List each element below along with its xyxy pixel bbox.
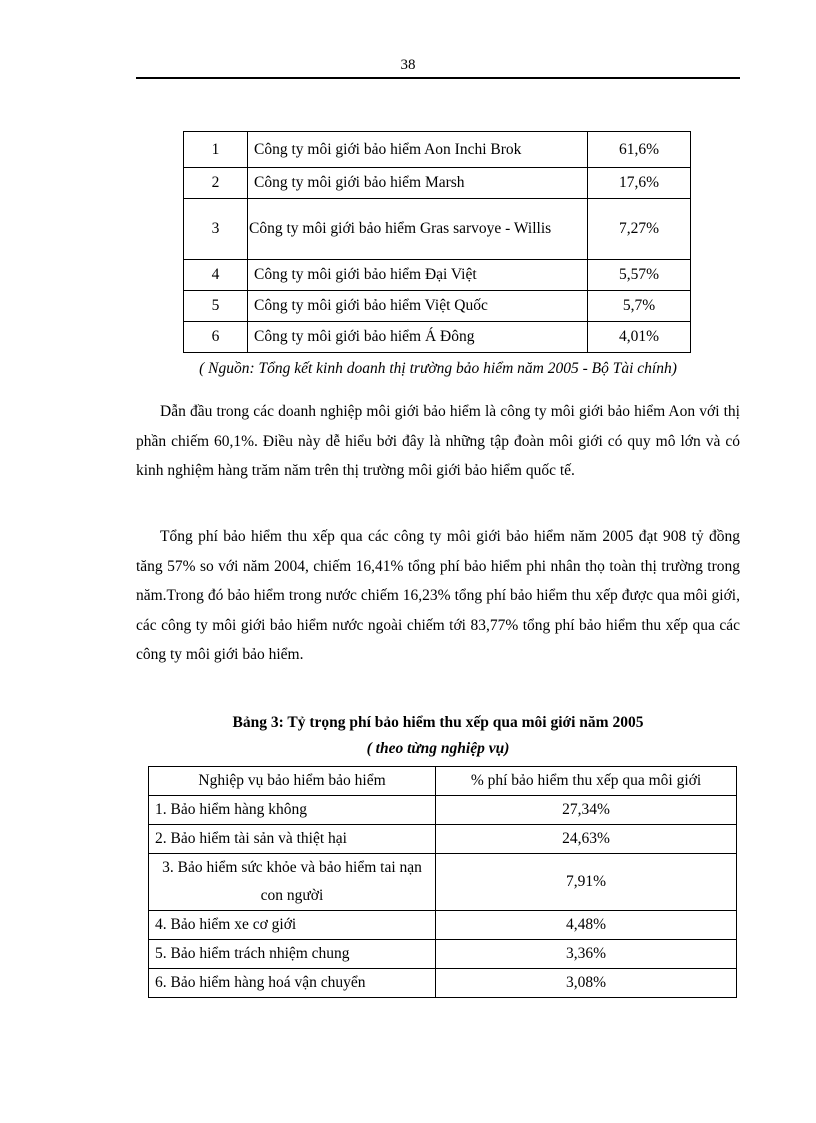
market-share: 4,01% (588, 322, 691, 353)
table-row (149, 854, 737, 911)
line-of-business: 5. Bảo hiểm trách nhiệm chung (149, 940, 436, 969)
company-name: Công ty môi giới bảo hiểm Á Đông (248, 322, 588, 353)
company-name: Công ty môi giới bảo hiểm Marsh (248, 168, 588, 199)
header-rule (136, 77, 740, 79)
row-number: 5 (184, 291, 248, 322)
row-number: 4 (184, 260, 248, 291)
page-number: 38 (400, 57, 416, 73)
table-row (184, 199, 691, 260)
market-share: 61,6% (588, 132, 691, 168)
table-row (149, 969, 737, 998)
row-number: 3 (184, 199, 248, 260)
table-row (149, 911, 737, 940)
row-number: 1 (184, 132, 248, 168)
premium-share-by-line-table (148, 766, 737, 998)
market-share: 17,6% (588, 168, 691, 199)
premium-share: 27,34% (436, 796, 737, 825)
table-row (184, 168, 691, 199)
broker-market-share-table (183, 131, 691, 353)
premium-share: 7,91% (436, 854, 737, 911)
table-title: Bảng 3: Tỷ trọng phí bảo hiểm thu xếp qua môi giới năm 2005 (232, 714, 644, 731)
line-of-business: 3. Bảo hiểm sức khỏe và bảo hiểm tai nạn con người (149, 854, 436, 911)
company-name: Công ty môi giới bảo hiểm Gras sarvoye - Willis (248, 199, 588, 260)
row-number: 6 (184, 322, 248, 353)
table-row (149, 940, 737, 969)
table-header-row (149, 767, 737, 796)
premium-share: 4,48% (436, 911, 737, 940)
line-of-business: 2. Bảo hiểm tài sản và thiệt hại (149, 825, 436, 854)
column-header-line-of-business: Nghiệp vụ bảo hiểm bảo hiểm (149, 767, 436, 796)
table-source-note: ( Nguồn: Tổng kết kinh doanh thị trường bảo hiểm năm 2005 - Bộ Tài chính) (199, 360, 677, 377)
table-row (149, 796, 737, 825)
column-header-premium-share: % phí bảo hiểm thu xếp qua môi giới (436, 767, 737, 796)
table-row (184, 291, 691, 322)
company-name: Công ty môi giới bảo hiểm Việt Quốc (248, 291, 588, 322)
row-number: 2 (184, 168, 248, 199)
premium-share: 24,63% (436, 825, 737, 854)
company-name: Công ty môi giới bảo hiểm Aon Inchi Brok (248, 132, 588, 168)
table-row (184, 322, 691, 353)
premium-share: 3,08% (436, 969, 737, 998)
table-row (184, 260, 691, 291)
line-of-business: 4. Bảo hiểm xe cơ giới (149, 911, 436, 940)
company-name: Công ty môi giới bảo hiểm Đại Việt (248, 260, 588, 291)
body-paragraph: Dẫn đầu trong các doanh nghiệp môi giới bảo hiểm là công ty môi giới bảo hiểm Aon với thị phần chiếm 60,1%. Điều này dễ hiểu bởi đây là những tập đoàn môi giới có quy mô lớn và có kinh nghiệm hàng trăm năm trên thị trường môi giới bảo hiểm quốc tế. (136, 403, 740, 479)
market-share: 5,7% (588, 291, 691, 322)
table-subtitle: ( theo từng nghiệp vụ) (366, 740, 510, 757)
body-paragraph: Tổng phí bảo hiểm thu xếp qua các công ty môi giới bảo hiểm năm 2005 đạt 908 tỷ đồng tăng 57% so với năm 2004, chiếm 16,41% tổng phí bảo hiểm phi nhân thọ toàn thị trường trong năm.Trong đó bảo hiểm trong nước chiếm 16,23% tổng phí bảo hiểm thu xếp được qua môi giới, các công ty môi giới bảo hiểm nước ngoài chiếm tới 83,77% tổng phí bảo hiểm thu xếp qua các công ty môi giới bảo hiểm. (136, 528, 740, 663)
premium-share: 3,36% (436, 940, 737, 969)
line-of-business: 1. Bảo hiểm hàng không (149, 796, 436, 825)
market-share: 7,27% (588, 199, 691, 260)
table-row (149, 825, 737, 854)
market-share: 5,57% (588, 260, 691, 291)
line-of-business: 6. Bảo hiểm hàng hoá vận chuyển (149, 969, 436, 998)
table-row (184, 132, 691, 168)
